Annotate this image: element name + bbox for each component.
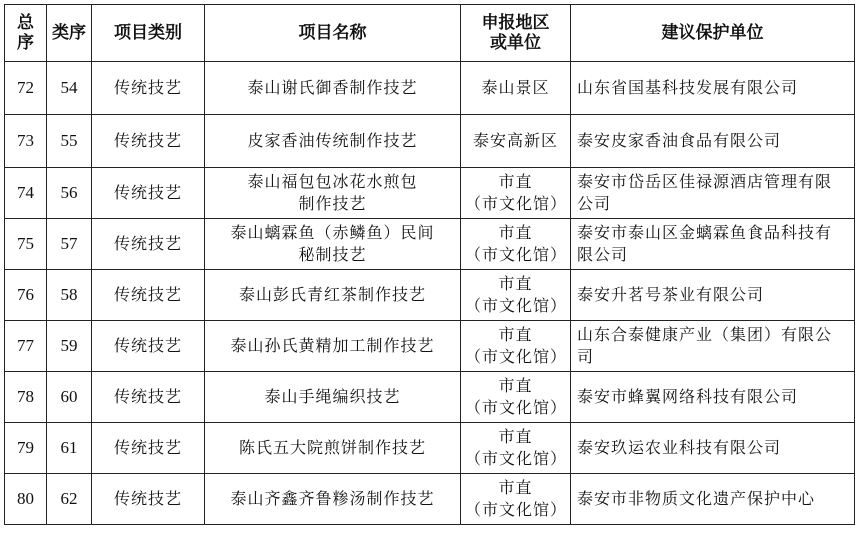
header-region-line-1: 申报地区 (481, 13, 550, 33)
category-number-cell: 58 (47, 270, 92, 321)
project-category-cell: 传统技艺 (92, 62, 205, 115)
total-number-cell: 78 (5, 372, 47, 423)
category-number-cell: 57 (47, 219, 92, 270)
project-name-cell-line: 陈氏五大院煎饼制作技艺 (238, 438, 426, 457)
category-number-cell: 55 (47, 115, 92, 168)
protection-unit-cell (571, 168, 855, 219)
table-header-row (5, 5, 855, 62)
protection-unit-cell-line: 公司 (577, 194, 612, 213)
protection-unit-cell (571, 219, 855, 270)
table-row (5, 270, 855, 321)
heritage-project-table (4, 4, 855, 525)
region-cell (461, 62, 571, 115)
project-category-cell: 传统技艺 (92, 474, 205, 525)
project-name-cell (205, 219, 461, 270)
category-number-cell: 60 (47, 372, 92, 423)
protection-unit-cell-line: 泰安玖运农业科技有限公司 (577, 438, 782, 457)
region-cell (461, 321, 571, 372)
category-number-cell: 56 (47, 168, 92, 219)
total-number-cell: 79 (5, 423, 47, 474)
protection-unit-cell-line: 泰安市非物质文化遗产保护中心 (577, 489, 816, 508)
protection-unit-cell-line: 山东省国基科技发展有限公司 (577, 78, 799, 97)
project-name-cell-line: 泰山齐鑫齐鲁糁汤制作技艺 (230, 489, 435, 508)
region-cell-line: （市文化馆） (465, 347, 568, 366)
region-cell-line: （市文化馆） (465, 194, 568, 213)
table-row (5, 372, 855, 423)
protection-unit-cell-line: 司 (577, 347, 595, 366)
region-cell-line: （市文化馆） (465, 398, 568, 417)
region-cell-line: 泰安高新区 (472, 131, 558, 150)
project-name-cell (205, 168, 461, 219)
project-name-cell (205, 321, 461, 372)
table-body (5, 62, 855, 525)
protection-unit-cell-line: 限公司 (577, 245, 629, 264)
category-number-cell: 62 (47, 474, 92, 525)
header-protection-unit: 建议保护单位 (571, 5, 855, 62)
region-cell (461, 372, 571, 423)
project-name-cell-line: 秘制技艺 (298, 245, 367, 264)
project-name-cell-line: 泰山孙氏黄精加工制作技艺 (230, 336, 435, 355)
project-name-cell-line: 皮家香油传统制作技艺 (247, 131, 418, 150)
region-cell-line: （市文化馆） (465, 449, 568, 468)
category-number-cell: 59 (47, 321, 92, 372)
total-number-cell: 75 (5, 219, 47, 270)
project-name-cell-line: 泰山手绳编织技艺 (264, 387, 401, 406)
project-name-cell-line: 泰山螭霖鱼（赤鳞鱼）民间 (230, 223, 435, 242)
total-number-cell: 76 (5, 270, 47, 321)
project-name-cell-line: 泰山彭氏青红茶制作技艺 (238, 285, 426, 304)
table-row (5, 115, 855, 168)
region-cell-line: 市直 (498, 274, 533, 293)
region-cell-line: 市直 (498, 427, 533, 446)
category-number-cell: 54 (47, 62, 92, 115)
region-cell-line: （市文化馆） (465, 500, 568, 519)
total-number-cell: 73 (5, 115, 47, 168)
project-category-cell: 传统技艺 (92, 270, 205, 321)
project-name-cell (205, 372, 461, 423)
header-total-number: 总序 (5, 5, 47, 62)
project-category-cell: 传统技艺 (92, 423, 205, 474)
project-category-cell: 传统技艺 (92, 372, 205, 423)
protection-unit-cell (571, 115, 855, 168)
project-category-cell: 传统技艺 (92, 168, 205, 219)
table-row (5, 219, 855, 270)
project-category-cell: 传统技艺 (92, 321, 205, 372)
protection-unit-cell-line: 泰安市泰山区金螭霖鱼食品科技有 (577, 223, 833, 242)
project-name-cell-line: 制作技艺 (298, 194, 367, 213)
category-number-cell: 61 (47, 423, 92, 474)
region-cell (461, 168, 571, 219)
table-row (5, 423, 855, 474)
protection-unit-cell (571, 474, 855, 525)
protection-unit-cell (571, 321, 855, 372)
region-cell-line: 市直 (498, 376, 533, 395)
region-cell (461, 270, 571, 321)
protection-unit-cell (571, 372, 855, 423)
header-project-category: 项目类别 (92, 5, 205, 62)
protection-unit-cell-line: 泰安升茗号茶业有限公司 (577, 285, 765, 304)
total-number-cell: 72 (5, 62, 47, 115)
region-cell (461, 219, 571, 270)
region-cell (461, 474, 571, 525)
protection-unit-cell-line: 泰安市岱岳区佳禄源酒店管理有限 (577, 172, 833, 191)
protection-unit-cell-line: 山东合泰健康产业（集团）有限公 (577, 325, 833, 344)
project-category-cell: 传统技艺 (92, 219, 205, 270)
region-cell (461, 115, 571, 168)
table-row (5, 321, 855, 372)
project-name-cell-line: 泰山谢氏御香制作技艺 (247, 78, 418, 97)
project-category-cell: 传统技艺 (92, 115, 205, 168)
project-name-cell (205, 423, 461, 474)
header-project-name: 项目名称 (205, 5, 461, 62)
table-row (5, 168, 855, 219)
heritage-list-document (4, 4, 854, 525)
project-name-cell (205, 474, 461, 525)
total-number-cell: 77 (5, 321, 47, 372)
protection-unit-cell-line: 泰安皮家香油食品有限公司 (577, 131, 782, 150)
table-row (5, 474, 855, 525)
region-cell-line: 泰山景区 (481, 78, 550, 97)
protection-unit-cell (571, 423, 855, 474)
project-name-cell (205, 115, 461, 168)
header-region (461, 5, 571, 62)
total-number-cell: 74 (5, 168, 47, 219)
region-cell-line: 市直 (498, 478, 533, 497)
header-category-number: 类序 (47, 5, 92, 62)
region-cell-line: 市直 (498, 172, 533, 191)
project-name-cell-line: 泰山福包包冰花水煎包 (247, 172, 418, 191)
region-cell-line: 市直 (498, 223, 533, 242)
header-region-line-2: 或单位 (490, 33, 541, 53)
project-name-cell (205, 270, 461, 321)
total-number-cell: 80 (5, 474, 47, 525)
region-cell (461, 423, 571, 474)
region-cell-line: （市文化馆） (465, 296, 568, 315)
table-row (5, 62, 855, 115)
region-cell-line: （市文化馆） (465, 245, 568, 264)
protection-unit-cell-line: 泰安市蜂翼网络科技有限公司 (577, 387, 799, 406)
protection-unit-cell (571, 270, 855, 321)
protection-unit-cell (571, 62, 855, 115)
region-cell-line: 市直 (498, 325, 533, 344)
project-name-cell (205, 62, 461, 115)
